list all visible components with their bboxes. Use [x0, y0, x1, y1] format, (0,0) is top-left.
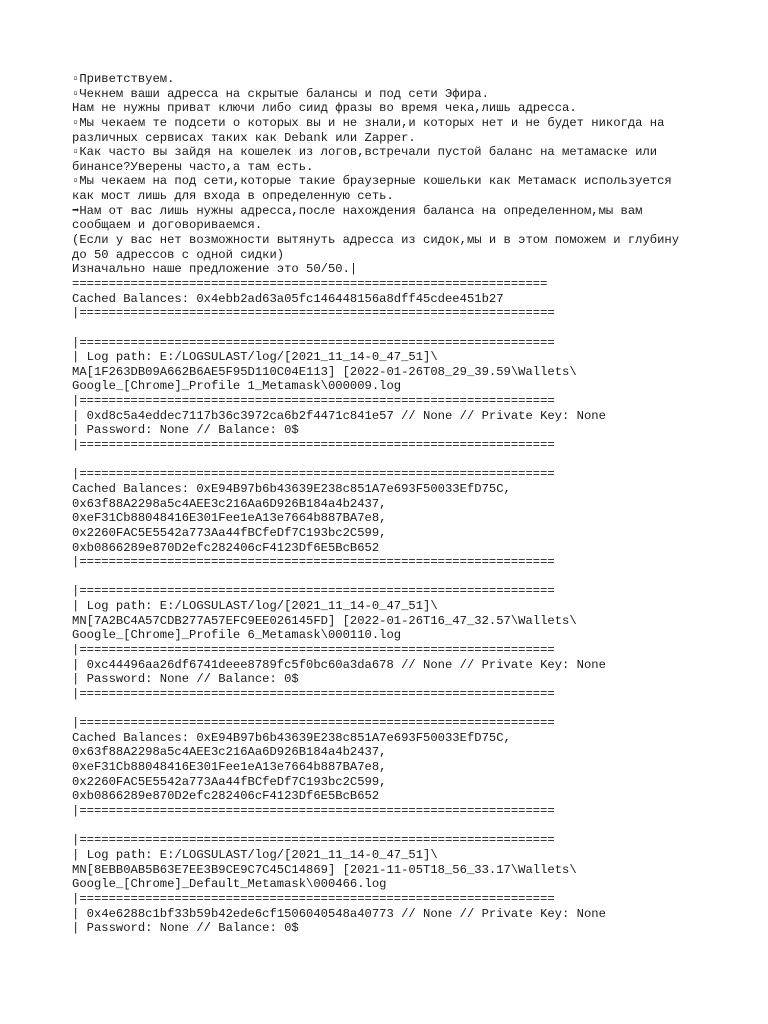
text-line: 0xeF31Cb88048416E301Fee1eA13e7664b887BA7e8,: [72, 511, 387, 526]
text-line: Google_[Chrome]_Profile 1_Metamask\000009.log: [72, 379, 402, 394]
text-line: |=================================================================: [72, 467, 555, 482]
text-line: (Если у вас нет возможности вытянуть адресса из сидок,мы и в этом поможем и глубину: [72, 233, 680, 248]
text-line: Нам не нужны приват ключи либо сиид фразы во время чека,лишь адресса.: [72, 101, 577, 116]
text-line: ▫Мы чекаем на под сети,которые такие браузерные кошельки как Метамаск используется: [72, 174, 672, 189]
text-line: MN[7A2BC4A57CDB277A57EFC9EE026145FD] [2022-01-26T16_47_32.57\Wallets\: [72, 613, 577, 628]
text-line: Cached Balances: 0xE94B97b6b43639E238c851A7e693F50033EfD75C,: [72, 481, 511, 496]
text-line: |=================================================================: [72, 438, 555, 453]
text-line: | Log path: E:/LOGSULAST/log/[2021_11_14-0_47_51]\: [72, 599, 438, 614]
text-line: 0x63f88A2298a5c4AEE3c216Aa6D926B184a4b2437,: [72, 496, 387, 511]
text-line: |=================================================================: [72, 584, 555, 599]
text-line: |=================================================================: [72, 686, 555, 701]
text-line: |=================================================================: [72, 555, 555, 570]
text-line: | 0x4e6288c1bf33b59b42ede6cf1506040548a40773 // None // Private Key: None: [72, 906, 606, 921]
text-line: MA[1F263DB09A662B6AE5F95D110C04E113] [2022-01-26T08_29_39.59\Wallets\: [72, 364, 577, 379]
document-body: [72, 72, 752, 936]
text-line: сообщаем и договориваемся.: [72, 218, 263, 233]
text-line: | Password: None // Balance: 0$: [72, 921, 299, 936]
text-line: |=================================================================: [72, 804, 555, 819]
text-line: Google_[Chrome]_Default_Metamask\000466.log: [72, 877, 387, 892]
text-line: 0x63f88A2298a5c4AEE3c216Aa6D926B184a4b2437,: [72, 745, 387, 760]
text-line: | Password: None // Balance: 0$: [72, 672, 299, 687]
text-line: ▫Как часто вы зайдя на кошелек из логов,встречали пустой баланс на метамаске или: [72, 145, 658, 160]
text-line: ▫Приветствуем.: [72, 72, 175, 86]
text-line: бинансе?Уверены часто,а там есть.: [72, 159, 314, 174]
blank-line: [72, 453, 752, 468]
text-line: |=================================================================: [72, 716, 555, 731]
text-line: различных сервисах таких как Debank или Zapper.: [72, 130, 416, 145]
text-line: | Log path: E:/LOGSULAST/log/[2021_11_14-0_47_51]\: [72, 350, 438, 365]
text-line: 0xb0866289e870D2efc282406cF4123Df6E5BcB652: [72, 540, 380, 555]
blank-line: [72, 702, 752, 717]
text-line: 0x2260FAC5E5542a773Aa44fBCfeDf7C193bc2C599,: [72, 525, 387, 540]
text-line: |=================================================================: [72, 833, 555, 848]
blank-line: [72, 321, 752, 336]
text-line: |=================================================================: [72, 394, 555, 409]
text-line: Google_[Chrome]_Profile 6_Metamask\000110.log: [72, 628, 402, 643]
text-line: |=================================================================: [72, 642, 555, 657]
text-line: Изначально наше предложение это 50/50.|: [72, 262, 358, 277]
text-line: =================================================================: [72, 276, 548, 291]
text-line: до 50 адрессов с одной сидки): [72, 247, 285, 262]
text-line: |=================================================================: [72, 335, 555, 350]
text-line: | 0xc44496aa26df6741deee8789fc5f0bc60a3da678 // None // Private Key: None: [72, 657, 606, 672]
text-line: | Password: None // Balance: 0$: [72, 423, 299, 438]
text-line: | 0xd8c5a4eddec7117b36c3972ca6b2f4471c841e57 // None // Private Key: None: [72, 408, 606, 423]
text-line: как мост лишь для входа в определенную сеть.: [72, 189, 394, 204]
text-line: ▫Мы чекаем те подсети о которых вы и не знали,и которых нет и не будет никогда на: [72, 115, 665, 130]
text-line: 0xb0866289e870D2efc282406cF4123Df6E5BcB652: [72, 789, 380, 804]
blank-line: [72, 819, 752, 834]
text-line: |=================================================================: [72, 306, 555, 321]
text-line: Cached Balances: 0x4ebb2ad63a05fc146448156a8dff45cdee451b27: [72, 291, 504, 306]
text-line: Cached Balances: 0xE94B97b6b43639E238c851A7e693F50033EfD75C,: [72, 730, 511, 745]
text-line: ▫Чекнем ваши адресса на скрытые балансы и под сети Эфира.: [72, 86, 489, 101]
text-line: |=================================================================: [72, 891, 555, 906]
text-line: | Log path: E:/LOGSULAST/log/[2021_11_14-0_47_51]\: [72, 847, 438, 862]
text-line: 0xeF31Cb88048416E301Fee1eA13e7664b887BA7e8,: [72, 760, 387, 775]
text-line: 0x2260FAC5E5542a773Aa44fBCfeDf7C193bc2C599,: [72, 774, 387, 789]
text-line: ➡Нам от вас лишь нужны адресса,после нахождения баланса на определенном,мы вам: [72, 203, 643, 218]
blank-line: [72, 570, 752, 585]
text-line: MN[8EBB0AB5B63E7EE3B9CE9C7C45C14869] [2021-11-05T18_56_33.17\Wallets\: [72, 862, 577, 877]
